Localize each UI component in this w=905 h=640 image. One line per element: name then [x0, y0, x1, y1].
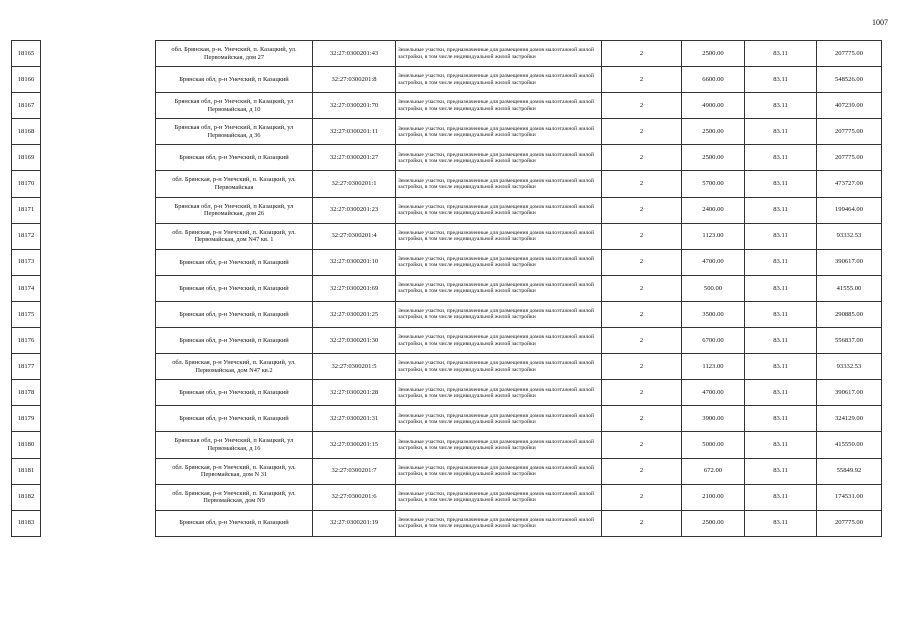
- row-number-cell: 18168: [12, 119, 41, 145]
- rate-cell: 83.11: [745, 249, 817, 275]
- row-number-row: [12, 275, 41, 301]
- row-number-row: [12, 432, 41, 458]
- rate-cell: 83.11: [745, 301, 817, 327]
- category-cell: 2: [602, 93, 682, 119]
- land-use-cell: Земельные участки, предназначенные для размещения домов малоэтажной жилой застройки, в том числе индивидуальной жилой застройки: [396, 197, 602, 223]
- cadastral-number-cell: 32:27:0300201:4: [313, 223, 396, 249]
- land-use-cell: Земельные участки, предназначенные для размещения домов малоэтажной жилой застройки, в том числе индивидуальной жилой застройки: [396, 458, 602, 484]
- cadastral-value-cell: 290885.00: [817, 301, 882, 327]
- category-cell: 2: [602, 458, 682, 484]
- category-cell: 2: [602, 171, 682, 197]
- category-cell: 2: [602, 380, 682, 406]
- row-number-cell: 18174: [12, 275, 41, 301]
- land-use-cell: Земельные участки, предназначенные для размещения домов малоэтажной жилой застройки, в том числе индивидуальной жилой застройки: [396, 145, 602, 171]
- address-cell: Брянская обл, р-н Унечский, п Казацкий: [156, 328, 313, 354]
- cadastral-value-cell: 207775.00: [817, 41, 882, 67]
- address-cell: Брянская обл, р-н Унечский, п Казацкий: [156, 275, 313, 301]
- row-number-row: [12, 458, 41, 484]
- land-use-cell: Земельные участки, предназначенные для размещения домов малоэтажной жилой застройки, в том числе индивидуальной жилой застройки: [396, 432, 602, 458]
- category-cell: 2: [602, 354, 682, 380]
- cadastral-number-cell: 32:27:0300201:19: [313, 510, 396, 536]
- row-number-cell: 18169: [12, 145, 41, 171]
- cadastral-number-cell: 32:27:0300201:23: [313, 197, 396, 223]
- land-use-cell: Земельные участки, предназначенные для размещения домов малоэтажной жилой застройки, в том числе индивидуальной жилой застройки: [396, 301, 602, 327]
- rate-cell: 83.11: [745, 432, 817, 458]
- area-cell: 2500.00: [682, 119, 745, 145]
- category-cell: 2: [602, 223, 682, 249]
- rate-cell: 83.11: [745, 406, 817, 432]
- address-cell: Брянская обл, р-н Унечский, п Казацкий, ул Первомайская, д 10: [156, 93, 313, 119]
- address-cell: Брянская обл, р-н Унечский, п Казацкий: [156, 380, 313, 406]
- cadastral-number-cell: 32:27:0300201:10: [313, 249, 396, 275]
- row-number-row: [12, 145, 41, 171]
- cadastral-value-cell: 407239.00: [817, 93, 882, 119]
- address-cell: Брянская обл, р-н Унечский, п Казацкий, ул Первомайская, дом 26: [156, 197, 313, 223]
- rate-cell: 83.11: [745, 67, 817, 93]
- land-use-cell: Земельные участки, предназначенные для размещения домов малоэтажной жилой застройки, в том числе индивидуальной жилой застройки: [396, 67, 602, 93]
- rate-cell: 83.11: [745, 484, 817, 510]
- category-cell: 2: [602, 119, 682, 145]
- rate-cell: 83.11: [745, 275, 817, 301]
- table-row: [156, 432, 882, 458]
- category-cell: 2: [602, 275, 682, 301]
- row-number-row: [12, 67, 41, 93]
- address-cell: обл. Брянская, р-н Унечский, п. Казацкий, ул. Первомайская, дом N47 кв.2: [156, 354, 313, 380]
- cadastral-number-cell: 32:27:0300201:6: [313, 484, 396, 510]
- address-cell: Брянская обл, р-н Унечский, п Казацкий: [156, 406, 313, 432]
- cadastral-value-cell: 199464.00: [817, 197, 882, 223]
- category-cell: 2: [602, 67, 682, 93]
- area-cell: 5000.00: [682, 432, 745, 458]
- address-cell: обл. Брянская, р-н Унечский, п. Казацкий, ул. Первомайская, дом N 31: [156, 458, 313, 484]
- category-cell: 2: [602, 484, 682, 510]
- row-number-row: [12, 249, 41, 275]
- area-cell: 2100.00: [682, 484, 745, 510]
- table-row: [156, 301, 882, 327]
- table-row: [156, 93, 882, 119]
- rate-cell: 83.11: [745, 171, 817, 197]
- cadastral-value-cell: 207775.00: [817, 119, 882, 145]
- cadastral-value-cell: 55849.92: [817, 458, 882, 484]
- address-cell: обл. Брянская, р-н. Унечский, п. Казацкий, ул. Первомайская, дом 27: [156, 41, 313, 67]
- cadastral-value-cell: 390617.00: [817, 380, 882, 406]
- area-cell: 1123.00: [682, 354, 745, 380]
- land-use-cell: Земельные участки, предназначенные для размещения домов малоэтажной жилой застройки, в том числе индивидуальной жилой застройки: [396, 171, 602, 197]
- table-row: [156, 119, 882, 145]
- row-number-row: [12, 328, 41, 354]
- cadastral-number-cell: 32:27:0300201:31: [313, 406, 396, 432]
- area-cell: 2500.00: [682, 145, 745, 171]
- address-cell: Брянская обл, р-н Унечский, п Казацкий: [156, 301, 313, 327]
- category-cell: 2: [602, 510, 682, 536]
- row-number-cell: 18176: [12, 328, 41, 354]
- row-number-column: [11, 40, 41, 537]
- cadastral-number-cell: 32:27:0300201:25: [313, 301, 396, 327]
- land-use-cell: Земельные участки, предназначенные для размещения домов малоэтажной жилой застройки, в том числе индивидуальной жилой застройки: [396, 275, 602, 301]
- address-cell: Брянская обл, р-н Унечский, п Казацкий: [156, 145, 313, 171]
- table-row: [156, 510, 882, 536]
- row-number-cell: 18165: [12, 41, 41, 67]
- area-cell: 1123.00: [682, 223, 745, 249]
- area-cell: 5700.00: [682, 171, 745, 197]
- row-number-cell: 18175: [12, 301, 41, 327]
- row-number-cell: 18178: [12, 380, 41, 406]
- row-number-row: [12, 93, 41, 119]
- row-number-cell: 18183: [12, 510, 41, 536]
- address-cell: Брянская обл, р-н Унечский, п Казацкий: [156, 249, 313, 275]
- area-cell: 4900.00: [682, 93, 745, 119]
- row-number-row: [12, 380, 41, 406]
- cadastral-number-cell: 32:27:0300201:43: [313, 41, 396, 67]
- rate-cell: 83.11: [745, 328, 817, 354]
- page-number: 1007: [872, 18, 888, 27]
- rate-cell: 83.11: [745, 223, 817, 249]
- cadastral-number-cell: 32:27:0300201:69: [313, 275, 396, 301]
- cadastral-number-cell: 32:27:0300201:7: [313, 458, 396, 484]
- table-row: [156, 484, 882, 510]
- category-cell: 2: [602, 406, 682, 432]
- land-use-cell: Земельные участки, предназначенные для размещения домов малоэтажной жилой застройки, в том числе индивидуальной жилой застройки: [396, 41, 602, 67]
- table-row: [156, 249, 882, 275]
- area-cell: 4700.00: [682, 249, 745, 275]
- category-cell: 2: [602, 197, 682, 223]
- cadastral-value-cell: 207775.00: [817, 510, 882, 536]
- row-number-row: [12, 119, 41, 145]
- land-use-cell: Земельные участки, предназначенные для размещения домов малоэтажной жилой застройки, в том числе индивидуальной жилой застройки: [396, 223, 602, 249]
- rate-cell: 83.11: [745, 93, 817, 119]
- cadastral-value-cell: 473727.00: [817, 171, 882, 197]
- category-cell: 2: [602, 301, 682, 327]
- cadastral-number-cell: 32:27:0300201:1: [313, 171, 396, 197]
- address-cell: обл. Брянская, р-н Унечский, п. Казацкий, ул. Первомайская, дом N47 кв. 1: [156, 223, 313, 249]
- cadastral-value-cell: 174531.00: [817, 484, 882, 510]
- area-cell: 2400.00: [682, 197, 745, 223]
- cadastral-number-cell: 32:27:0300201:8: [313, 67, 396, 93]
- row-number-row: [12, 223, 41, 249]
- land-use-cell: Земельные участки, предназначенные для размещения домов малоэтажной жилой застройки, в том числе индивидуальной жилой застройки: [396, 354, 602, 380]
- category-cell: 2: [602, 145, 682, 171]
- category-cell: 2: [602, 432, 682, 458]
- rate-cell: 83.11: [745, 197, 817, 223]
- land-parcel-table: [155, 40, 882, 537]
- row-number-row: [12, 484, 41, 510]
- area-cell: 3900.00: [682, 406, 745, 432]
- cadastral-value-cell: 556837.00: [817, 328, 882, 354]
- cadastral-number-cell: 32:27:0300201:5: [313, 354, 396, 380]
- cadastral-number-cell: 32:27:0300201:30: [313, 328, 396, 354]
- address-cell: обл. Брянская, р-н Унечский, п. Казацкий, ул. Первомайская, дом N9: [156, 484, 313, 510]
- category-cell: 2: [602, 41, 682, 67]
- row-number-cell: 18171: [12, 197, 41, 223]
- land-use-cell: Земельные участки, предназначенные для размещения домов малоэтажной жилой застройки, в том числе индивидуальной жилой застройки: [396, 93, 602, 119]
- row-number-cell: 18173: [12, 249, 41, 275]
- cadastral-number-cell: 32:27:0300201:27: [313, 145, 396, 171]
- cadastral-value-cell: 390617.00: [817, 249, 882, 275]
- category-cell: 2: [602, 249, 682, 275]
- table-row: [156, 275, 882, 301]
- cadastral-value-cell: 207775.00: [817, 145, 882, 171]
- table-row: [156, 328, 882, 354]
- row-number-row: [12, 197, 41, 223]
- table-row: [156, 67, 882, 93]
- land-use-cell: Земельные участки, предназначенные для размещения домов малоэтажной жилой застройки, в том числе индивидуальной жилой застройки: [396, 406, 602, 432]
- row-number-row: [12, 406, 41, 432]
- cadastral-value-cell: 548526.00: [817, 67, 882, 93]
- address-cell: Брянская обл, р-н Унечский, п Казацкий: [156, 510, 313, 536]
- row-number-cell: 18177: [12, 354, 41, 380]
- row-number-cell: 18181: [12, 458, 41, 484]
- table-row: [156, 458, 882, 484]
- row-number-row: [12, 301, 41, 327]
- rate-cell: 83.11: [745, 41, 817, 67]
- row-number-cell: 18180: [12, 432, 41, 458]
- cadastral-number-cell: 32:27:0300201:70: [313, 93, 396, 119]
- area-cell: 672.00: [682, 458, 745, 484]
- table-row: [156, 380, 882, 406]
- area-cell: 6600.00: [682, 67, 745, 93]
- row-number-row: [12, 171, 41, 197]
- land-use-cell: Земельные участки, предназначенные для размещения домов малоэтажной жилой застройки, в том числе индивидуальной жилой застройки: [396, 119, 602, 145]
- address-cell: Брянская обл, р-н Унечский, п Казацкий: [156, 67, 313, 93]
- category-cell: 2: [602, 328, 682, 354]
- rate-cell: 83.11: [745, 458, 817, 484]
- address-cell: Брянская обл, р-н Унечский, п Казацкий, ул Первомайская, д 36: [156, 119, 313, 145]
- row-number-cell: 18166: [12, 67, 41, 93]
- rate-cell: 83.11: [745, 354, 817, 380]
- row-number-cell: 18172: [12, 223, 41, 249]
- rate-cell: 83.11: [745, 510, 817, 536]
- rate-cell: 83.11: [745, 119, 817, 145]
- area-cell: 4700.00: [682, 380, 745, 406]
- address-cell: обл. Брянская, р-н Унечский, п. Казацкий, ул. Первомайская: [156, 171, 313, 197]
- land-use-cell: Земельные участки, предназначенные для размещения домов малоэтажной жилой застройки, в том числе индивидуальной жилой застройки: [396, 380, 602, 406]
- table-row: [156, 223, 882, 249]
- cadastral-value-cell: 324129.00: [817, 406, 882, 432]
- land-use-cell: Земельные участки, предназначенные для размещения домов малоэтажной жилой застройки, в том числе индивидуальной жилой застройки: [396, 510, 602, 536]
- row-number-cell: 18167: [12, 93, 41, 119]
- table-row: [156, 171, 882, 197]
- cadastral-number-cell: 32:27:0300201:15: [313, 432, 396, 458]
- table-row: [156, 41, 882, 67]
- table-row: [156, 354, 882, 380]
- land-use-cell: Земельные участки, предназначенные для размещения домов малоэтажной жилой застройки, в том числе индивидуальной жилой застройки: [396, 249, 602, 275]
- area-cell: 2500.00: [682, 510, 745, 536]
- row-number-cell: 18179: [12, 406, 41, 432]
- address-cell: Брянская обл, р-н Унечский, п Казацкий, ул Первомайская, д 16: [156, 432, 313, 458]
- row-number-row: [12, 41, 41, 67]
- land-use-cell: Земельные участки, предназначенные для размещения домов малоэтажной жилой застройки, в том числе индивидуальной жилой застройки: [396, 484, 602, 510]
- cadastral-value-cell: 93332.53: [817, 354, 882, 380]
- cadastral-number-cell: 32:27:0300201:11: [313, 119, 396, 145]
- table-row: [156, 406, 882, 432]
- table-row: [156, 145, 882, 171]
- table-row: [156, 197, 882, 223]
- row-number-row: [12, 354, 41, 380]
- row-number-row: [12, 510, 41, 536]
- area-cell: 3500.00: [682, 301, 745, 327]
- cadastral-value-cell: 41555.00: [817, 275, 882, 301]
- area-cell: 500.00: [682, 275, 745, 301]
- cadastral-value-cell: 415550.00: [817, 432, 882, 458]
- rate-cell: 83.11: [745, 145, 817, 171]
- cadastral-value-cell: 93332.53: [817, 223, 882, 249]
- area-cell: 2500.00: [682, 41, 745, 67]
- row-number-cell: 18182: [12, 484, 41, 510]
- row-number-cell: 18170: [12, 171, 41, 197]
- area-cell: 6700.00: [682, 328, 745, 354]
- land-use-cell: Земельные участки, предназначенные для размещения домов малоэтажной жилой застройки, в том числе индивидуальной жилой застройки: [396, 328, 602, 354]
- cadastral-number-cell: 32:27:0300201:28: [313, 380, 396, 406]
- rate-cell: 83.11: [745, 380, 817, 406]
